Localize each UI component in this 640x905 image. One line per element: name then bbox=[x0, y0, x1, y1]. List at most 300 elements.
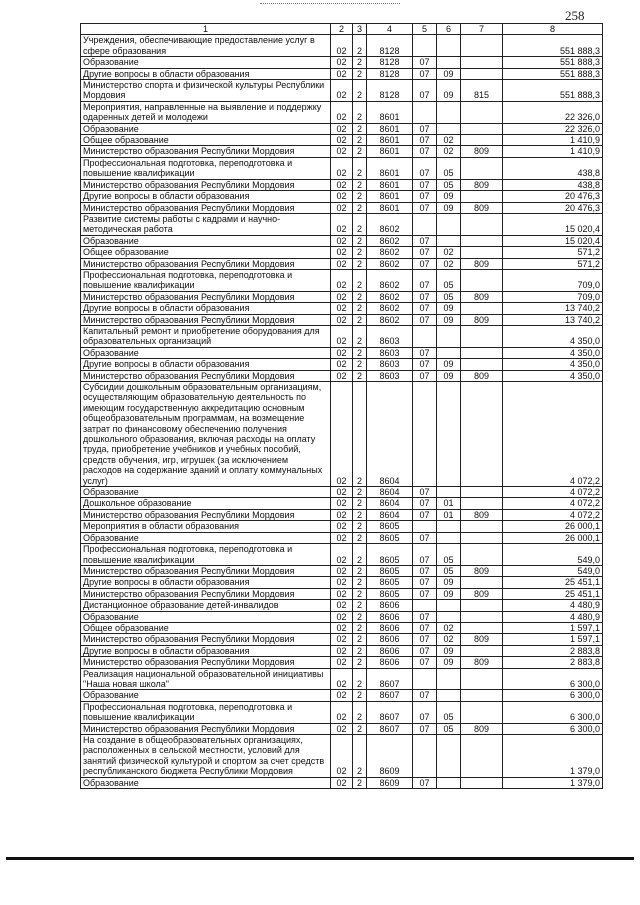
code-cell: 2 bbox=[353, 487, 367, 498]
row-name-cell: Мероприятия в области образования bbox=[81, 521, 331, 532]
amount-cell: 549,0 bbox=[503, 565, 603, 576]
code-cell: 2 bbox=[353, 213, 367, 235]
target-code-cell: 8607 bbox=[367, 690, 413, 701]
agency-code-cell bbox=[461, 123, 503, 134]
table-row bbox=[81, 179, 603, 190]
section-cell: 07 bbox=[413, 146, 437, 157]
table-row bbox=[81, 191, 603, 202]
section-cell: 07 bbox=[413, 314, 437, 325]
section-cell: 07 bbox=[413, 645, 437, 656]
section-cell: 07 bbox=[413, 498, 437, 509]
target-code-cell: 8603 bbox=[367, 370, 413, 381]
section-cell: 07 bbox=[413, 622, 437, 633]
amount-cell: 20 476,3 bbox=[503, 202, 603, 213]
table-row bbox=[81, 521, 603, 532]
table-row bbox=[81, 157, 603, 179]
row-name-cell: Другие вопросы в области образования bbox=[81, 645, 331, 656]
code-cell: 2 bbox=[353, 723, 367, 734]
row-name-cell: Министерство спорта и физической культуры Республики Мордовия bbox=[81, 80, 331, 102]
subsection-cell: 05 bbox=[437, 544, 461, 566]
section-cell: 07 bbox=[413, 657, 437, 668]
subsection-cell bbox=[437, 382, 461, 487]
code-cell: 2 bbox=[353, 645, 367, 656]
table-row bbox=[81, 359, 603, 370]
row-name-cell: Образование bbox=[81, 777, 331, 788]
target-code-cell: 8607 bbox=[367, 701, 413, 723]
amount-cell: 20 476,3 bbox=[503, 191, 603, 202]
table-row bbox=[81, 701, 603, 723]
amount-cell: 6 300,0 bbox=[503, 701, 603, 723]
section-cell: 07 bbox=[413, 544, 437, 566]
target-code-cell: 8128 bbox=[367, 80, 413, 102]
amount-cell: 22 326,0 bbox=[503, 123, 603, 134]
agency-code-cell bbox=[461, 701, 503, 723]
agency-code-cell bbox=[461, 35, 503, 57]
section-cell: 07 bbox=[413, 303, 437, 314]
target-code-cell: 8606 bbox=[367, 657, 413, 668]
code-cell: 02 bbox=[331, 532, 353, 543]
table-row bbox=[81, 80, 603, 102]
code-cell: 02 bbox=[331, 611, 353, 622]
subsection-cell bbox=[437, 235, 461, 246]
code-cell: 02 bbox=[331, 235, 353, 246]
subsection-cell: 09 bbox=[437, 303, 461, 314]
agency-code-cell: 809 bbox=[461, 565, 503, 576]
code-cell: 02 bbox=[331, 645, 353, 656]
table-row bbox=[81, 532, 603, 543]
agency-code-cell bbox=[461, 347, 503, 358]
agency-code-cell bbox=[461, 157, 503, 179]
target-code-cell: 8601 bbox=[367, 202, 413, 213]
subsection-cell: 09 bbox=[437, 80, 461, 102]
table-row bbox=[81, 544, 603, 566]
amount-cell: 1 379,0 bbox=[503, 777, 603, 788]
row-name-cell: Учреждения, обеспечивающие предоставление услуг в сфере образования bbox=[81, 35, 331, 57]
subsection-cell: 09 bbox=[437, 577, 461, 588]
code-cell: 02 bbox=[331, 634, 353, 645]
agency-code-cell bbox=[461, 577, 503, 588]
code-cell: 02 bbox=[331, 35, 353, 57]
code-cell: 2 bbox=[353, 382, 367, 487]
code-cell: 02 bbox=[331, 487, 353, 498]
table-row bbox=[81, 325, 603, 347]
code-cell: 02 bbox=[331, 509, 353, 520]
amount-cell: 549,0 bbox=[503, 544, 603, 566]
subsection-cell bbox=[437, 101, 461, 123]
agency-code-cell: 809 bbox=[461, 723, 503, 734]
agency-code-cell bbox=[461, 532, 503, 543]
amount-cell: 4 350,0 bbox=[503, 370, 603, 381]
amount-cell: 26 000,1 bbox=[503, 532, 603, 543]
row-name-cell: Министерство образования Республики Мордовия bbox=[81, 258, 331, 269]
code-cell: 2 bbox=[353, 247, 367, 258]
subsection-cell bbox=[437, 213, 461, 235]
target-code-cell: 8601 bbox=[367, 135, 413, 146]
section-cell: 07 bbox=[413, 68, 437, 79]
code-cell: 02 bbox=[331, 577, 353, 588]
section-cell bbox=[413, 35, 437, 57]
code-cell: 2 bbox=[353, 588, 367, 599]
target-code-cell: 8602 bbox=[367, 269, 413, 291]
table-row bbox=[81, 645, 603, 656]
agency-code-cell: 809 bbox=[461, 509, 503, 520]
table-row bbox=[81, 509, 603, 520]
amount-cell: 22 326,0 bbox=[503, 101, 603, 123]
amount-cell: 551 888,3 bbox=[503, 80, 603, 102]
subsection-cell: 09 bbox=[437, 68, 461, 79]
row-name-cell: Общее образование bbox=[81, 135, 331, 146]
subsection-cell: 05 bbox=[437, 157, 461, 179]
amount-cell: 2 883,8 bbox=[503, 657, 603, 668]
section-cell bbox=[413, 213, 437, 235]
row-name-cell: Дошкольное образование bbox=[81, 498, 331, 509]
code-cell: 2 bbox=[353, 498, 367, 509]
subsection-cell bbox=[437, 668, 461, 690]
row-name-cell: Образование bbox=[81, 123, 331, 134]
code-cell: 02 bbox=[331, 291, 353, 302]
agency-code-cell bbox=[461, 600, 503, 611]
code-cell: 02 bbox=[331, 202, 353, 213]
target-code-cell: 8603 bbox=[367, 359, 413, 370]
target-code-cell: 8609 bbox=[367, 735, 413, 778]
target-code-cell: 8601 bbox=[367, 179, 413, 190]
amount-cell: 709,0 bbox=[503, 291, 603, 302]
amount-cell: 15 020,4 bbox=[503, 235, 603, 246]
code-cell: 2 bbox=[353, 191, 367, 202]
subsection-cell bbox=[437, 487, 461, 498]
code-cell: 2 bbox=[353, 509, 367, 520]
row-name-cell: Развитие системы работы с кадрами и научно-методическая работа bbox=[81, 213, 331, 235]
code-cell: 2 bbox=[353, 657, 367, 668]
section-cell: 07 bbox=[413, 359, 437, 370]
agency-code-cell: 809 bbox=[461, 634, 503, 645]
target-code-cell: 8602 bbox=[367, 291, 413, 302]
agency-code-cell: 815 bbox=[461, 80, 503, 102]
code-cell: 2 bbox=[353, 325, 367, 347]
code-cell: 02 bbox=[331, 600, 353, 611]
target-code-cell: 8605 bbox=[367, 521, 413, 532]
section-cell: 07 bbox=[413, 247, 437, 258]
code-cell: 2 bbox=[353, 101, 367, 123]
section-cell: 07 bbox=[413, 80, 437, 102]
subsection-cell bbox=[437, 735, 461, 778]
row-name-cell: Министерство образования Республики Мордовия bbox=[81, 202, 331, 213]
amount-cell: 13 740,2 bbox=[503, 303, 603, 314]
code-cell: 02 bbox=[331, 303, 353, 314]
code-cell: 02 bbox=[331, 314, 353, 325]
section-cell: 07 bbox=[413, 487, 437, 498]
target-code-cell: 8605 bbox=[367, 544, 413, 566]
code-cell: 02 bbox=[331, 213, 353, 235]
target-code-cell: 8602 bbox=[367, 235, 413, 246]
section-cell bbox=[413, 101, 437, 123]
target-code-cell: 8609 bbox=[367, 777, 413, 788]
subsection-cell: 01 bbox=[437, 509, 461, 520]
agency-code-cell: 809 bbox=[461, 657, 503, 668]
code-cell: 2 bbox=[353, 701, 367, 723]
subsection-cell: 05 bbox=[437, 291, 461, 302]
code-cell: 02 bbox=[331, 657, 353, 668]
target-code-cell: 8604 bbox=[367, 498, 413, 509]
code-cell: 2 bbox=[353, 123, 367, 134]
code-cell: 02 bbox=[331, 777, 353, 788]
row-name-cell: Образование bbox=[81, 690, 331, 701]
code-cell: 02 bbox=[331, 622, 353, 633]
code-cell: 2 bbox=[353, 622, 367, 633]
section-cell: 07 bbox=[413, 135, 437, 146]
agency-code-cell bbox=[461, 247, 503, 258]
agency-code-cell: 809 bbox=[461, 291, 503, 302]
target-code-cell: 8601 bbox=[367, 101, 413, 123]
agency-code-cell bbox=[461, 544, 503, 566]
section-cell: 07 bbox=[413, 509, 437, 520]
target-code-cell: 8601 bbox=[367, 157, 413, 179]
amount-cell: 438,8 bbox=[503, 157, 603, 179]
row-name-cell: Образование bbox=[81, 611, 331, 622]
target-code-cell: 8606 bbox=[367, 600, 413, 611]
table-row bbox=[81, 370, 603, 381]
bottom-page-rule bbox=[6, 857, 634, 860]
target-code-cell: 8607 bbox=[367, 668, 413, 690]
column-header: 2 bbox=[331, 24, 353, 35]
amount-cell: 571,2 bbox=[503, 247, 603, 258]
table-row bbox=[81, 146, 603, 157]
table-row bbox=[81, 123, 603, 134]
column-header: 3 bbox=[353, 24, 367, 35]
subsection-cell: 02 bbox=[437, 258, 461, 269]
subsection-cell: 09 bbox=[437, 314, 461, 325]
agency-code-cell: 809 bbox=[461, 146, 503, 157]
row-name-cell: Мероприятия, направленные на выявление и поддержку одаренных детей и молодежи bbox=[81, 101, 331, 123]
code-cell: 02 bbox=[331, 359, 353, 370]
agency-code-cell bbox=[461, 622, 503, 633]
table-row bbox=[81, 611, 603, 622]
table-row bbox=[81, 303, 603, 314]
agency-code-cell: 809 bbox=[461, 179, 503, 190]
row-name-cell: Министерство образования Республики Мордовия bbox=[81, 657, 331, 668]
column-header: 5 bbox=[413, 24, 437, 35]
subsection-cell: 01 bbox=[437, 498, 461, 509]
target-code-cell: 8604 bbox=[367, 382, 413, 487]
code-cell: 02 bbox=[331, 690, 353, 701]
section-cell: 07 bbox=[413, 291, 437, 302]
agency-code-cell: 809 bbox=[461, 314, 503, 325]
amount-cell: 4 350,0 bbox=[503, 347, 603, 358]
table-row bbox=[81, 777, 603, 788]
code-cell: 02 bbox=[331, 101, 353, 123]
code-cell: 2 bbox=[353, 565, 367, 576]
section-cell bbox=[413, 735, 437, 778]
code-cell: 2 bbox=[353, 303, 367, 314]
subsection-cell: 02 bbox=[437, 135, 461, 146]
table-row bbox=[81, 202, 603, 213]
agency-code-cell bbox=[461, 735, 503, 778]
code-cell: 2 bbox=[353, 634, 367, 645]
subsection-cell bbox=[437, 123, 461, 134]
amount-cell: 551 888,3 bbox=[503, 57, 603, 68]
agency-code-cell bbox=[461, 777, 503, 788]
target-code-cell: 8604 bbox=[367, 487, 413, 498]
row-name-cell: Профессиональная подготовка, переподготовка и повышение квалификации bbox=[81, 157, 331, 179]
top-margin-mark bbox=[260, 3, 400, 4]
section-cell: 07 bbox=[413, 202, 437, 213]
section-cell: 07 bbox=[413, 179, 437, 190]
agency-code-cell bbox=[461, 135, 503, 146]
table-row bbox=[81, 735, 603, 778]
subsection-cell bbox=[437, 777, 461, 788]
target-code-cell: 8128 bbox=[367, 68, 413, 79]
row-name-cell: Министерство образования Республики Мордовия bbox=[81, 634, 331, 645]
target-code-cell: 8601 bbox=[367, 146, 413, 157]
code-cell: 2 bbox=[353, 735, 367, 778]
subsection-cell bbox=[437, 532, 461, 543]
table-row bbox=[81, 487, 603, 498]
code-cell: 2 bbox=[353, 777, 367, 788]
row-name-cell: Капитальный ремонт и приобретение оборудования для образовательных организаций bbox=[81, 325, 331, 347]
column-header: 4 bbox=[367, 24, 413, 35]
row-name-cell: Министерство образования Республики Мордовия bbox=[81, 314, 331, 325]
code-cell: 02 bbox=[331, 382, 353, 487]
section-cell: 07 bbox=[413, 347, 437, 358]
table-row bbox=[81, 35, 603, 57]
row-name-cell: Общее образование bbox=[81, 247, 331, 258]
amount-cell: 1 410,9 bbox=[503, 135, 603, 146]
code-cell: 02 bbox=[331, 57, 353, 68]
row-name-cell: Другие вопросы в области образования bbox=[81, 68, 331, 79]
code-cell: 2 bbox=[353, 314, 367, 325]
amount-cell: 551 888,3 bbox=[503, 35, 603, 57]
target-code-cell: 8605 bbox=[367, 577, 413, 588]
table-row bbox=[81, 668, 603, 690]
subsection-cell: 05 bbox=[437, 701, 461, 723]
amount-cell: 4 480,9 bbox=[503, 611, 603, 622]
amount-cell: 6 300,0 bbox=[503, 668, 603, 690]
amount-cell: 4 072,2 bbox=[503, 487, 603, 498]
agency-code-cell bbox=[461, 645, 503, 656]
row-name-cell: Министерство образования Республики Мордовия bbox=[81, 291, 331, 302]
code-cell: 02 bbox=[331, 191, 353, 202]
code-cell: 02 bbox=[331, 247, 353, 258]
code-cell: 2 bbox=[353, 68, 367, 79]
page-number: 258 bbox=[565, 8, 585, 23]
subsection-cell: 09 bbox=[437, 191, 461, 202]
row-name-cell: Профессиональная подготовка, переподготовка и повышение квалификации bbox=[81, 269, 331, 291]
table-row bbox=[81, 565, 603, 576]
agency-code-cell bbox=[461, 382, 503, 487]
row-name-cell: Министерство образования Республики Мордовия bbox=[81, 565, 331, 576]
budget-table bbox=[80, 23, 603, 789]
section-cell: 07 bbox=[413, 611, 437, 622]
amount-cell: 25 451,1 bbox=[503, 577, 603, 588]
section-cell bbox=[413, 668, 437, 690]
target-code-cell: 8601 bbox=[367, 191, 413, 202]
amount-cell: 551 888,3 bbox=[503, 68, 603, 79]
subsection-cell bbox=[437, 35, 461, 57]
table-row bbox=[81, 213, 603, 235]
row-name-cell: Министерство образования Республики Мордовия bbox=[81, 723, 331, 734]
code-cell: 2 bbox=[353, 668, 367, 690]
target-code-cell: 8602 bbox=[367, 314, 413, 325]
row-name-cell: Другие вопросы в области образования bbox=[81, 191, 331, 202]
section-cell: 07 bbox=[413, 634, 437, 645]
amount-cell: 4 072,2 bbox=[503, 498, 603, 509]
section-cell: 07 bbox=[413, 269, 437, 291]
subsection-cell: 05 bbox=[437, 179, 461, 190]
agency-code-cell bbox=[461, 269, 503, 291]
code-cell: 02 bbox=[331, 135, 353, 146]
section-cell: 07 bbox=[413, 191, 437, 202]
table-row bbox=[81, 622, 603, 633]
subsection-cell: 09 bbox=[437, 588, 461, 599]
amount-cell: 15 020,4 bbox=[503, 213, 603, 235]
amount-cell: 26 000,1 bbox=[503, 521, 603, 532]
table-row bbox=[81, 600, 603, 611]
column-header: 6 bbox=[437, 24, 461, 35]
code-cell: 2 bbox=[353, 35, 367, 57]
target-code-cell: 8602 bbox=[367, 303, 413, 314]
row-name-cell: Образование bbox=[81, 347, 331, 358]
code-cell: 02 bbox=[331, 565, 353, 576]
amount-cell: 1 410,9 bbox=[503, 146, 603, 157]
subsection-cell bbox=[437, 325, 461, 347]
agency-code-cell: 809 bbox=[461, 588, 503, 599]
subsection-cell bbox=[437, 611, 461, 622]
subsection-cell: 05 bbox=[437, 269, 461, 291]
agency-code-cell bbox=[461, 101, 503, 123]
row-name-cell: Другие вопросы в области образования bbox=[81, 359, 331, 370]
code-cell: 2 bbox=[353, 690, 367, 701]
target-code-cell: 8603 bbox=[367, 347, 413, 358]
code-cell: 02 bbox=[331, 80, 353, 102]
section-cell bbox=[413, 382, 437, 487]
target-code-cell: 8606 bbox=[367, 645, 413, 656]
amount-cell: 25 451,1 bbox=[503, 588, 603, 599]
row-name-cell: Общее образование bbox=[81, 622, 331, 633]
code-cell: 02 bbox=[331, 146, 353, 157]
table-row bbox=[81, 634, 603, 645]
code-cell: 02 bbox=[331, 325, 353, 347]
target-code-cell: 8606 bbox=[367, 611, 413, 622]
row-name-cell: На создание в общеобразовательных организациях, расположенных в сельской местности, условий для занятий физической культурой и спортом за счет средств республиканского бюджета Республики Мордовия bbox=[81, 735, 331, 778]
subsection-cell: 09 bbox=[437, 202, 461, 213]
code-cell: 2 bbox=[353, 146, 367, 157]
column-header: 7 bbox=[461, 24, 503, 35]
table-row bbox=[81, 291, 603, 302]
agency-code-cell bbox=[461, 359, 503, 370]
code-cell: 2 bbox=[353, 532, 367, 543]
amount-cell: 2 883,8 bbox=[503, 645, 603, 656]
subsection-cell: 02 bbox=[437, 146, 461, 157]
subsection-cell bbox=[437, 57, 461, 68]
amount-cell: 571,2 bbox=[503, 258, 603, 269]
amount-cell: 1 597,1 bbox=[503, 622, 603, 633]
agency-code-cell bbox=[461, 668, 503, 690]
code-cell: 2 bbox=[353, 135, 367, 146]
agency-code-cell bbox=[461, 690, 503, 701]
section-cell: 07 bbox=[413, 157, 437, 179]
code-cell: 2 bbox=[353, 521, 367, 532]
code-cell: 02 bbox=[331, 347, 353, 358]
agency-code-cell bbox=[461, 235, 503, 246]
section-cell: 07 bbox=[413, 690, 437, 701]
section-cell: 07 bbox=[413, 723, 437, 734]
code-cell: 2 bbox=[353, 258, 367, 269]
code-cell: 02 bbox=[331, 498, 353, 509]
table-row bbox=[81, 314, 603, 325]
table-row bbox=[81, 657, 603, 668]
agency-code-cell bbox=[461, 498, 503, 509]
subsection-cell: 02 bbox=[437, 247, 461, 258]
